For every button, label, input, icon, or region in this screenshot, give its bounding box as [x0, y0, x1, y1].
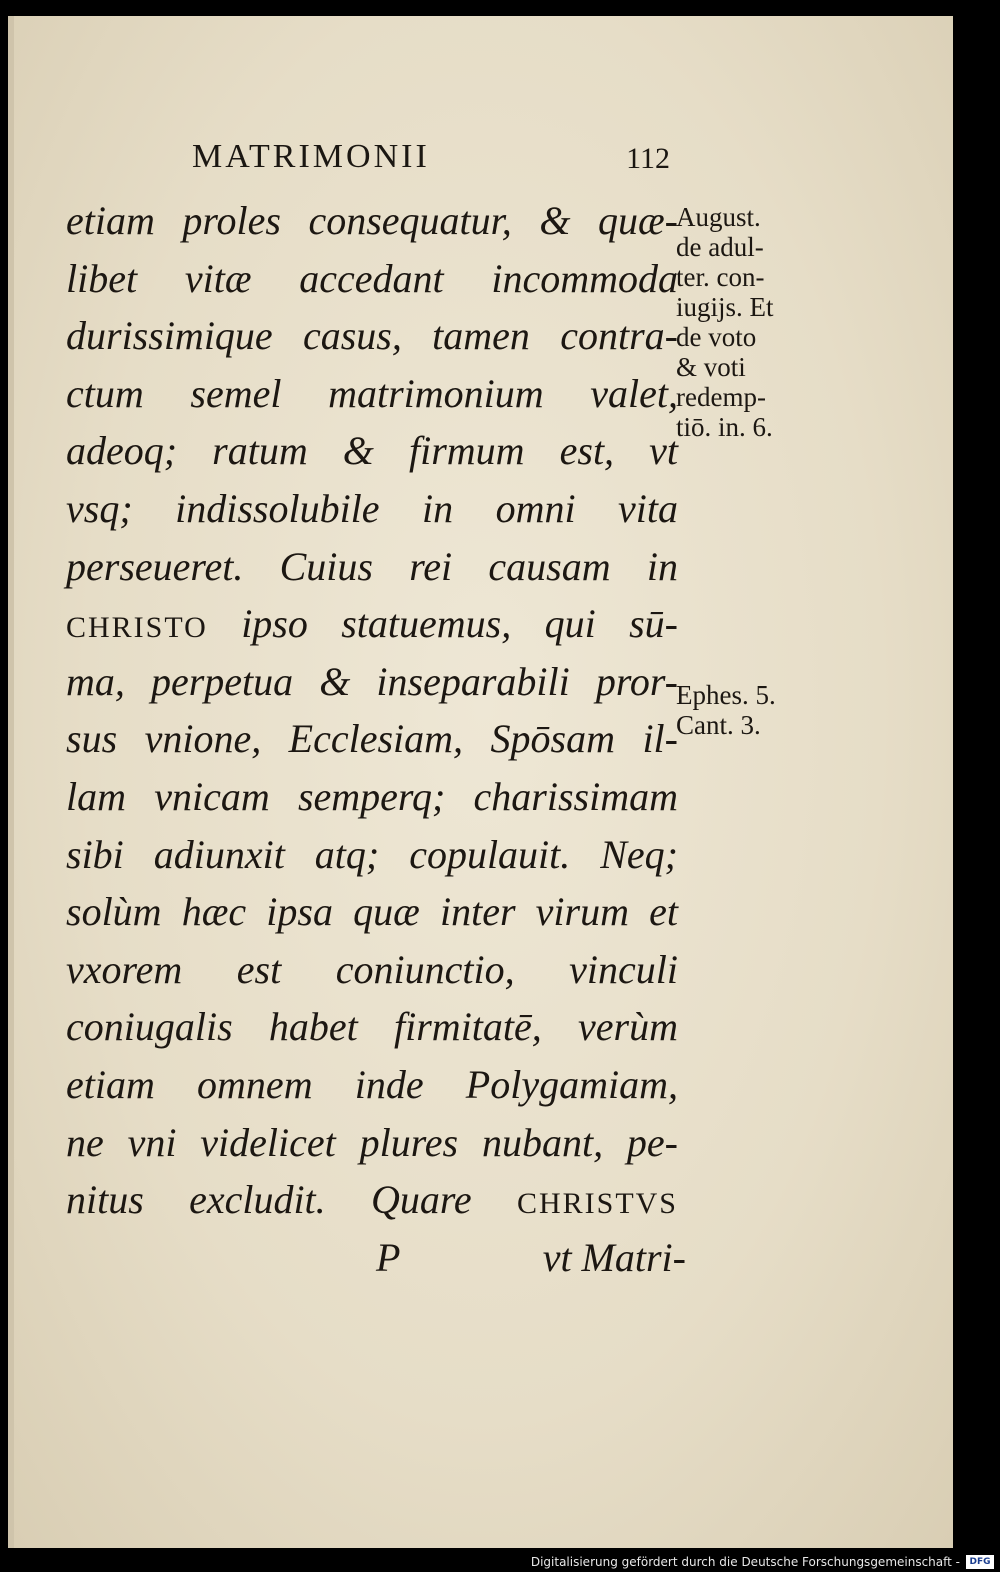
dfg-logo: DFG: [966, 1555, 994, 1569]
catchline: [366, 1234, 686, 1290]
dfg-credit: Digitalisierung gefördert durch die Deutsche Forschungsgemeinschaft -: [530, 1555, 960, 1569]
margin-line: de adul-: [676, 232, 764, 262]
margin-note-ephesians: [676, 680, 816, 740]
text-line: vxorem est coniunctio, vinculi: [66, 946, 678, 992]
text-line: libet vitæ accedant incommoda: [66, 255, 678, 301]
text-segment: ipso statuemus, qui sū-: [207, 601, 678, 647]
small-caps-christvs: CHRISTVS: [516, 1187, 678, 1221]
text-line: etiam omnem inde Polygamiam,: [66, 1061, 678, 1107]
margin-line: ter. con-: [676, 262, 765, 292]
margin-line: Ephes. 5.: [676, 680, 776, 710]
margin-line: & voti: [676, 352, 746, 382]
body-text: [66, 192, 678, 1229]
text-line: vsq; indissolubile in omni vita: [66, 485, 678, 531]
text-line: ne vni videlicet plures nubant, pe-: [66, 1119, 678, 1165]
text-line: sibi adiunxit atq; copulauit. Neq;: [66, 831, 678, 877]
margin-line: de voto: [676, 322, 757, 352]
margin-note-augustine: [676, 202, 816, 442]
text-line: durissimique casus, tamen contra-: [66, 313, 678, 359]
signature-mark: P: [376, 1235, 401, 1280]
text-line: adeoq; ratum & firmum est, vt: [66, 428, 678, 474]
book-page: [8, 16, 953, 1548]
text-line: ma, perpetua & inseparabili pror-: [66, 658, 678, 704]
footer-bar: [0, 1550, 1000, 1572]
page-number: 112: [626, 142, 670, 175]
text-line: sus vnione, Ecclesiam, Spōsam il-: [66, 716, 678, 762]
margin-line: tiō. in. 6.: [676, 412, 773, 442]
text-line: ctum semel matrimonium valet,: [66, 370, 678, 416]
catchword: vt Matri-: [542, 1235, 686, 1280]
margin-line: August.: [676, 202, 761, 232]
margin-line: Cant. 3.: [676, 710, 761, 740]
text-line: coniugalis habet firmitatē, verùm: [66, 1004, 678, 1050]
text-line: [66, 1171, 678, 1229]
text-line: perseueret. Cuius rei causam in: [66, 543, 678, 589]
margin-line: iugijs. Et: [676, 292, 774, 322]
margin-line: redemp-: [676, 382, 766, 412]
running-title: MATRIMONII: [192, 138, 430, 175]
text-line: lam vnicam semperq; charissimam: [66, 773, 678, 819]
small-caps-christo: CHRISTO: [66, 611, 208, 645]
text-line: etiam proles consequatur, & quæ-: [66, 198, 678, 243]
page-header: [192, 138, 672, 188]
text-line: [66, 595, 678, 653]
text-line: solùm hæc ipsa quæ inter virum et: [66, 889, 678, 935]
text-segment: nitus excludit. Quare: [66, 1177, 517, 1223]
